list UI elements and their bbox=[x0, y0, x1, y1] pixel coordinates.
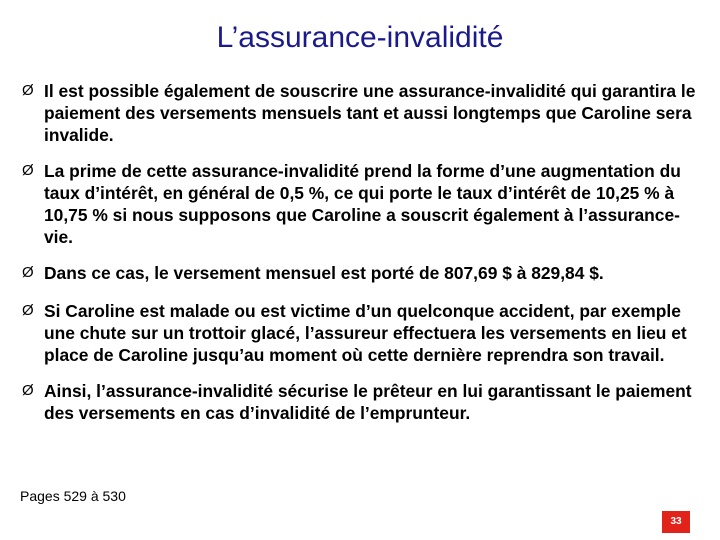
bullet-item bbox=[22, 300, 702, 366]
slide-title: L’assurance-invalidité bbox=[216, 21, 504, 54]
bullet-list bbox=[22, 80, 702, 438]
bullet-item bbox=[22, 80, 702, 146]
pages-reference: Pages 529 à 530 bbox=[20, 488, 126, 504]
arrow-bullet-icon: Ø bbox=[22, 82, 34, 99]
bullet-text: Ainsi, l’assurance-invalidité sécurise le prêteur en lui garantissant le paiement des versements en cas d’invalidité de l’emprunteur. bbox=[44, 381, 692, 423]
arrow-bullet-icon: Ø bbox=[22, 264, 34, 281]
arrow-bullet-icon: Ø bbox=[22, 162, 34, 179]
bullet-text: Si Caroline est malade ou est victime d’un quelconque accident, par exemple une chute sur un trottoir glacé, l’assureur effectuera les versements en lieu et place de Caroline jusqu’au moment où cette dernière reprendra son travail. bbox=[44, 301, 687, 365]
arrow-bullet-icon: Ø bbox=[22, 302, 34, 319]
bullet-item bbox=[22, 380, 702, 424]
arrow-bullet-icon: Ø bbox=[22, 382, 34, 399]
bullet-item bbox=[22, 160, 702, 248]
bullet-text: La prime de cette assurance-invalidité prend la forme d’une augmentation du taux d’intérêt, en général de 0,5 %, ce qui porte le taux d’intérêt de 10,25 % à 10,75 % si nous supposons que Caroline a souscrit également à l’assurance-vie. bbox=[44, 161, 681, 247]
bullet-text: Dans ce cas, le versement mensuel est porté de 807,69 $ à 829,84 $. bbox=[44, 263, 604, 283]
bullet-item bbox=[22, 262, 702, 284]
bullet-text: Il est possible également de souscrire une assurance-invalidité qui garantira le paiement des versements mensuels tant et aussi longtemps que Caroline sera invalide. bbox=[44, 81, 696, 145]
page-number-badge: 33 bbox=[662, 511, 690, 533]
